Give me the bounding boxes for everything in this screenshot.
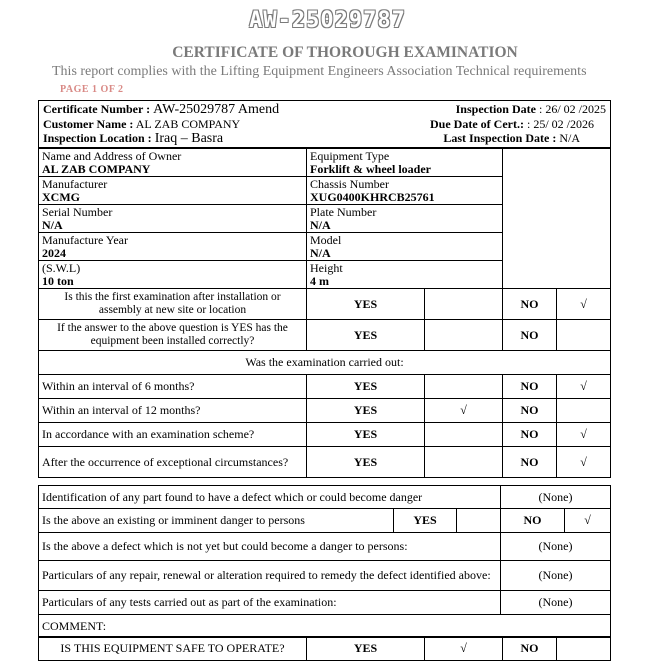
installed-no-mark: [557, 320, 611, 351]
document-title: CERTIFICATE OF THOROUGH EXAMINATION: [172, 44, 518, 61]
interval-12-no: NO: [503, 399, 557, 423]
swl-value: 10 ton: [42, 273, 74, 288]
document-subtitle: This report complies with the Lifting Equipment Engineers Association Technical requirements: [52, 64, 587, 79]
scheme-yes: YES: [307, 423, 425, 447]
safe-yes-mark: √: [425, 637, 503, 661]
defects-table: [38, 485, 611, 638]
plate-value: N/A: [310, 217, 331, 232]
comment-row: COMMENT:: [39, 615, 611, 638]
exceptional-no: NO: [503, 447, 557, 478]
customer-value: AL ZAB COMPANY: [135, 117, 241, 131]
question-interval-6: Within an interval of 6 months?: [39, 375, 307, 399]
height-value: 4 m: [310, 273, 329, 288]
year-value: 2024: [42, 245, 66, 260]
cert-number-label: Certificate Number :: [43, 102, 151, 116]
plate-label: Plate Number: [310, 204, 377, 219]
serial-value: N/A: [42, 217, 63, 232]
model-value: N/A: [310, 245, 331, 260]
certificate-info-box: [38, 100, 611, 148]
equipment-table: [38, 148, 611, 478]
owner-label: Name and Address of Owner: [42, 148, 182, 163]
model-label: Model: [310, 232, 342, 247]
chassis-value: XUG0400KHRCB25761: [310, 189, 435, 204]
question-tests: Particulars of any tests carried out as part of the examination:: [39, 591, 501, 615]
first-exam-no: NO: [503, 289, 557, 320]
defect-id-answer: (None): [501, 486, 611, 509]
question-imminent: Is the above an existing or imminent danger to persons: [39, 509, 394, 533]
type-label: Equipment Type: [310, 148, 390, 163]
installed-no: NO: [503, 320, 557, 351]
installed-yes-mark: [425, 320, 503, 351]
imminent-yes-mark: [457, 509, 501, 533]
interval-6-yes: YES: [307, 375, 425, 399]
first-exam-yes-mark: [425, 289, 503, 320]
question-first-exam: Is this the first examination after installation or assembly at new site or location: [39, 289, 307, 320]
last-inspection-label: Last Inspection Date :: [443, 131, 557, 145]
interval-6-no-mark: √: [557, 375, 611, 399]
height-label: Height: [310, 260, 343, 275]
customer-label: Customer Name :: [43, 117, 134, 131]
question-defect-id: Identification of any part found to have a defect which or could become danger: [39, 486, 501, 509]
interval-6-yes-mark: [425, 375, 503, 399]
interval-12-no-mark: [557, 399, 611, 423]
question-scheme: In accordance with an examination scheme?: [39, 423, 307, 447]
question-safe: IS THIS EQUIPMENT SAFE TO OPERATE?: [39, 637, 307, 661]
interval-12-yes-mark: √: [425, 399, 503, 423]
first-exam-yes: YES: [307, 289, 425, 320]
installed-yes: YES: [307, 320, 425, 351]
exceptional-no-mark: √: [557, 447, 611, 478]
tests-answer: (None): [501, 591, 611, 615]
question-installed-correctly: If the answer to the above question is YES has the equipment been installed correctly?: [39, 320, 307, 351]
page-number: PAGE 1 OF 2: [60, 84, 124, 95]
safe-no: NO: [503, 637, 557, 661]
type-value: Forklift & wheel loader: [310, 161, 431, 176]
interval-6-no: NO: [503, 375, 557, 399]
inspection-date-label: Inspection Date: [455, 102, 536, 116]
scheme-no: NO: [503, 423, 557, 447]
exceptional-yes: YES: [307, 447, 425, 478]
question-interval-12: Within an interval of 12 months?: [39, 399, 307, 423]
question-carried-out: Was the examination carried out:: [39, 351, 611, 375]
exceptional-yes-mark: [425, 447, 503, 478]
inspection-date-value: : 26/ 02 /2025: [538, 102, 606, 116]
scheme-yes-mark: [425, 423, 503, 447]
owner-value: AL ZAB COMPANY: [42, 161, 151, 176]
due-date-value: : 25/ 02 /2026: [526, 117, 594, 131]
safe-yes: YES: [307, 637, 425, 661]
question-exceptional: After the occurrence of exceptional circumstances?: [39, 447, 307, 478]
swl-label: (S.W.L): [42, 260, 81, 275]
due-date-label: Due Date of Cert.:: [430, 117, 524, 131]
imminent-yes: YES: [394, 509, 457, 533]
location-value: Iraq – Basra: [154, 131, 224, 146]
interval-12-yes: YES: [307, 399, 425, 423]
manufacturer-value: XCMG: [42, 189, 80, 204]
imminent-no: NO: [501, 509, 565, 533]
imminent-no-mark: √: [565, 509, 611, 533]
cert-number-value: AW-25029787 Amend: [153, 102, 280, 117]
year-label: Manufacture Year: [42, 232, 128, 247]
last-inspection-value: N/A: [559, 131, 580, 145]
certificate-code-heading: AW-25029787: [249, 8, 406, 33]
future-defect-answer: (None): [501, 533, 611, 561]
serial-label: Serial Number: [42, 204, 113, 219]
location-label: Inspection Location :: [43, 131, 152, 145]
question-repair: Particulars of any repair, renewal or alteration required to remedy the defect identified above:: [39, 561, 501, 591]
first-exam-no-mark: √: [557, 289, 611, 320]
manufacturer-label: Manufacturer: [42, 176, 108, 191]
chassis-label: Chassis Number: [310, 176, 389, 191]
repair-answer: (None): [501, 561, 611, 591]
safe-no-mark: [557, 637, 611, 661]
safe-to-operate-table: [38, 636, 611, 661]
scheme-no-mark: √: [557, 423, 611, 447]
question-future-defect: Is the above a defect which is not yet but could become a danger to persons:: [39, 533, 501, 561]
